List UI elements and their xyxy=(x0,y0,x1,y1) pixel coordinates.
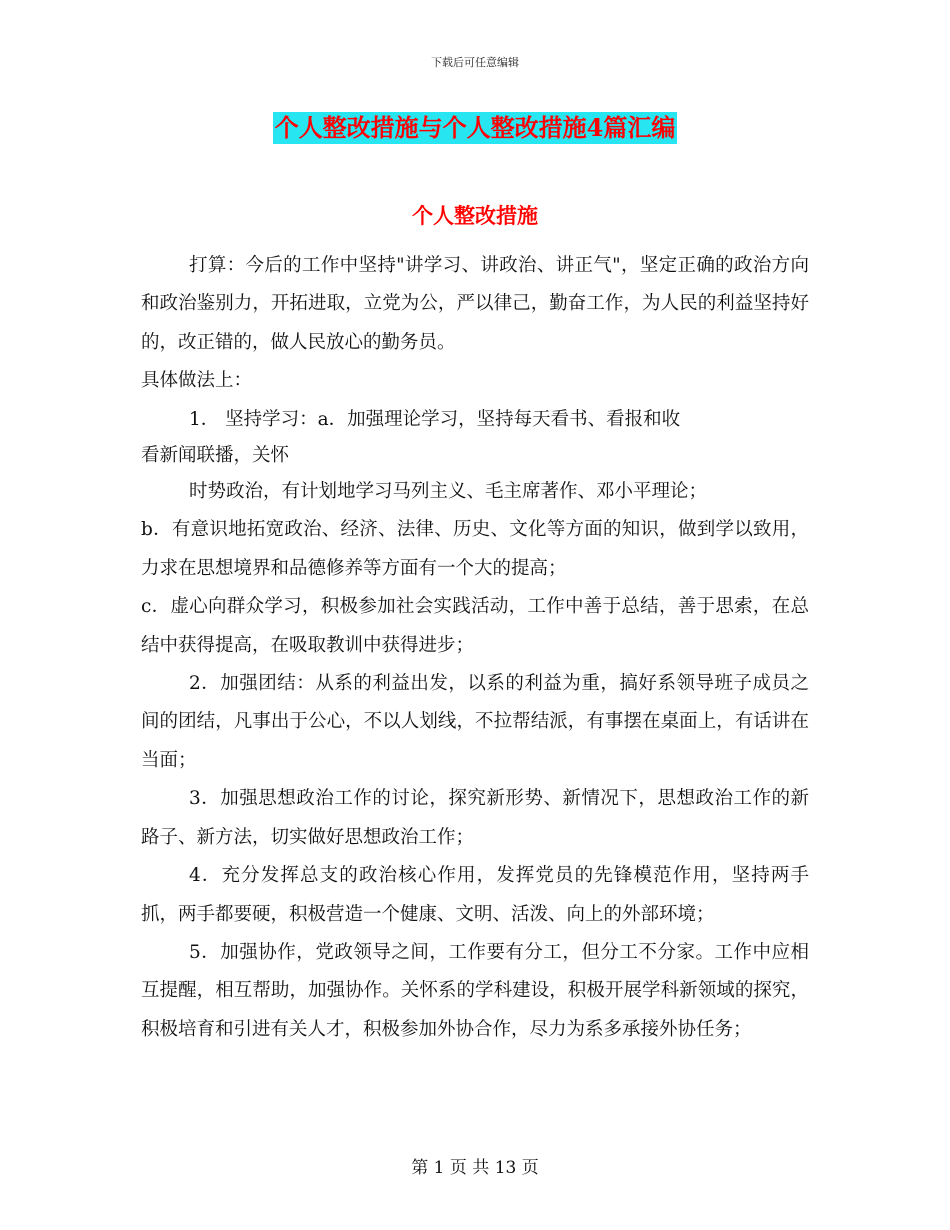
paragraph-item-3: 3．加强思想政治工作的讨论，探究新形势、新情况下，思想政治工作的新路子、新方法，切实做好思想政治工作； xyxy=(141,788,809,848)
paragraph-item-1: 1． 坚持学习：a．加强理论学习，坚持每天看书、看报和收 xyxy=(189,408,681,430)
paragraph-item-1b: b．有意识地拓宽政治、经济、法律、历史、文化等方面的知识，做到学以致用，力求在思想境界和品德修养等方面有一个大的提高； xyxy=(141,519,809,579)
paragraph-item-2: 2．加强团结：从系的利益出发，以系的利益为重，搞好系领导班子成员之间的团结，凡事出于公心，不以人划线，不拉帮结派，有事摆在桌面上，有话讲在当面； xyxy=(141,673,809,771)
paragraph-item-5: 5．加强协作，党政领导之间，工作要有分工，但分工不分家。工作中应相互提醒，相互帮助，加强协作。关怀系的学科建设，积极开展学科新领域的探究，积极培育和引进有关人才，积极参加外协合作，尽力为系多承接外协任务； xyxy=(141,941,809,1040)
paragraph-methods-heading: 具体做法上： xyxy=(141,370,253,392)
paragraph-item-1c: c．虚心向群众学习，积极参加社会实践活动，工作中善于总结，善于思索，在总结中获得提高，在吸取教训中获得进步； xyxy=(141,596,809,656)
document-title xyxy=(0,112,950,144)
header-note: 下载后可任意编辑 xyxy=(431,56,519,69)
paragraph-item-1-politics: 时势政治，有计划地学习马列主义、毛主席著作、邓小平理论； xyxy=(189,481,708,503)
page-number-footer: 第 1 页 共 13 页 xyxy=(411,1158,539,1178)
paragraph-item-1-continued: 看新闻联播，关怀 xyxy=(141,445,290,467)
paragraph-item-4: 4．充分发挥总支的政治核心作用，发挥党员的先锋模范作用，坚持两手抓，两手都要硬，积极营造一个健康、文明、活泼、向上的外部环境； xyxy=(141,865,809,925)
document-body xyxy=(141,247,809,1049)
paragraph-plan: 打算：今后的工作中坚持"讲学习、讲政治、讲正气"，坚定正确的政治方向和政治鉴别力，开拓进取，立党为公，严以律己，勤奋工作，为人民的利益坚持好的，改正错的，做人民放心的勤务员。 xyxy=(141,255,809,353)
document-title-text: 个人整改措施与个人整改措施4篇汇编 xyxy=(274,113,676,142)
section-title: 个人整改措施 xyxy=(412,203,538,228)
